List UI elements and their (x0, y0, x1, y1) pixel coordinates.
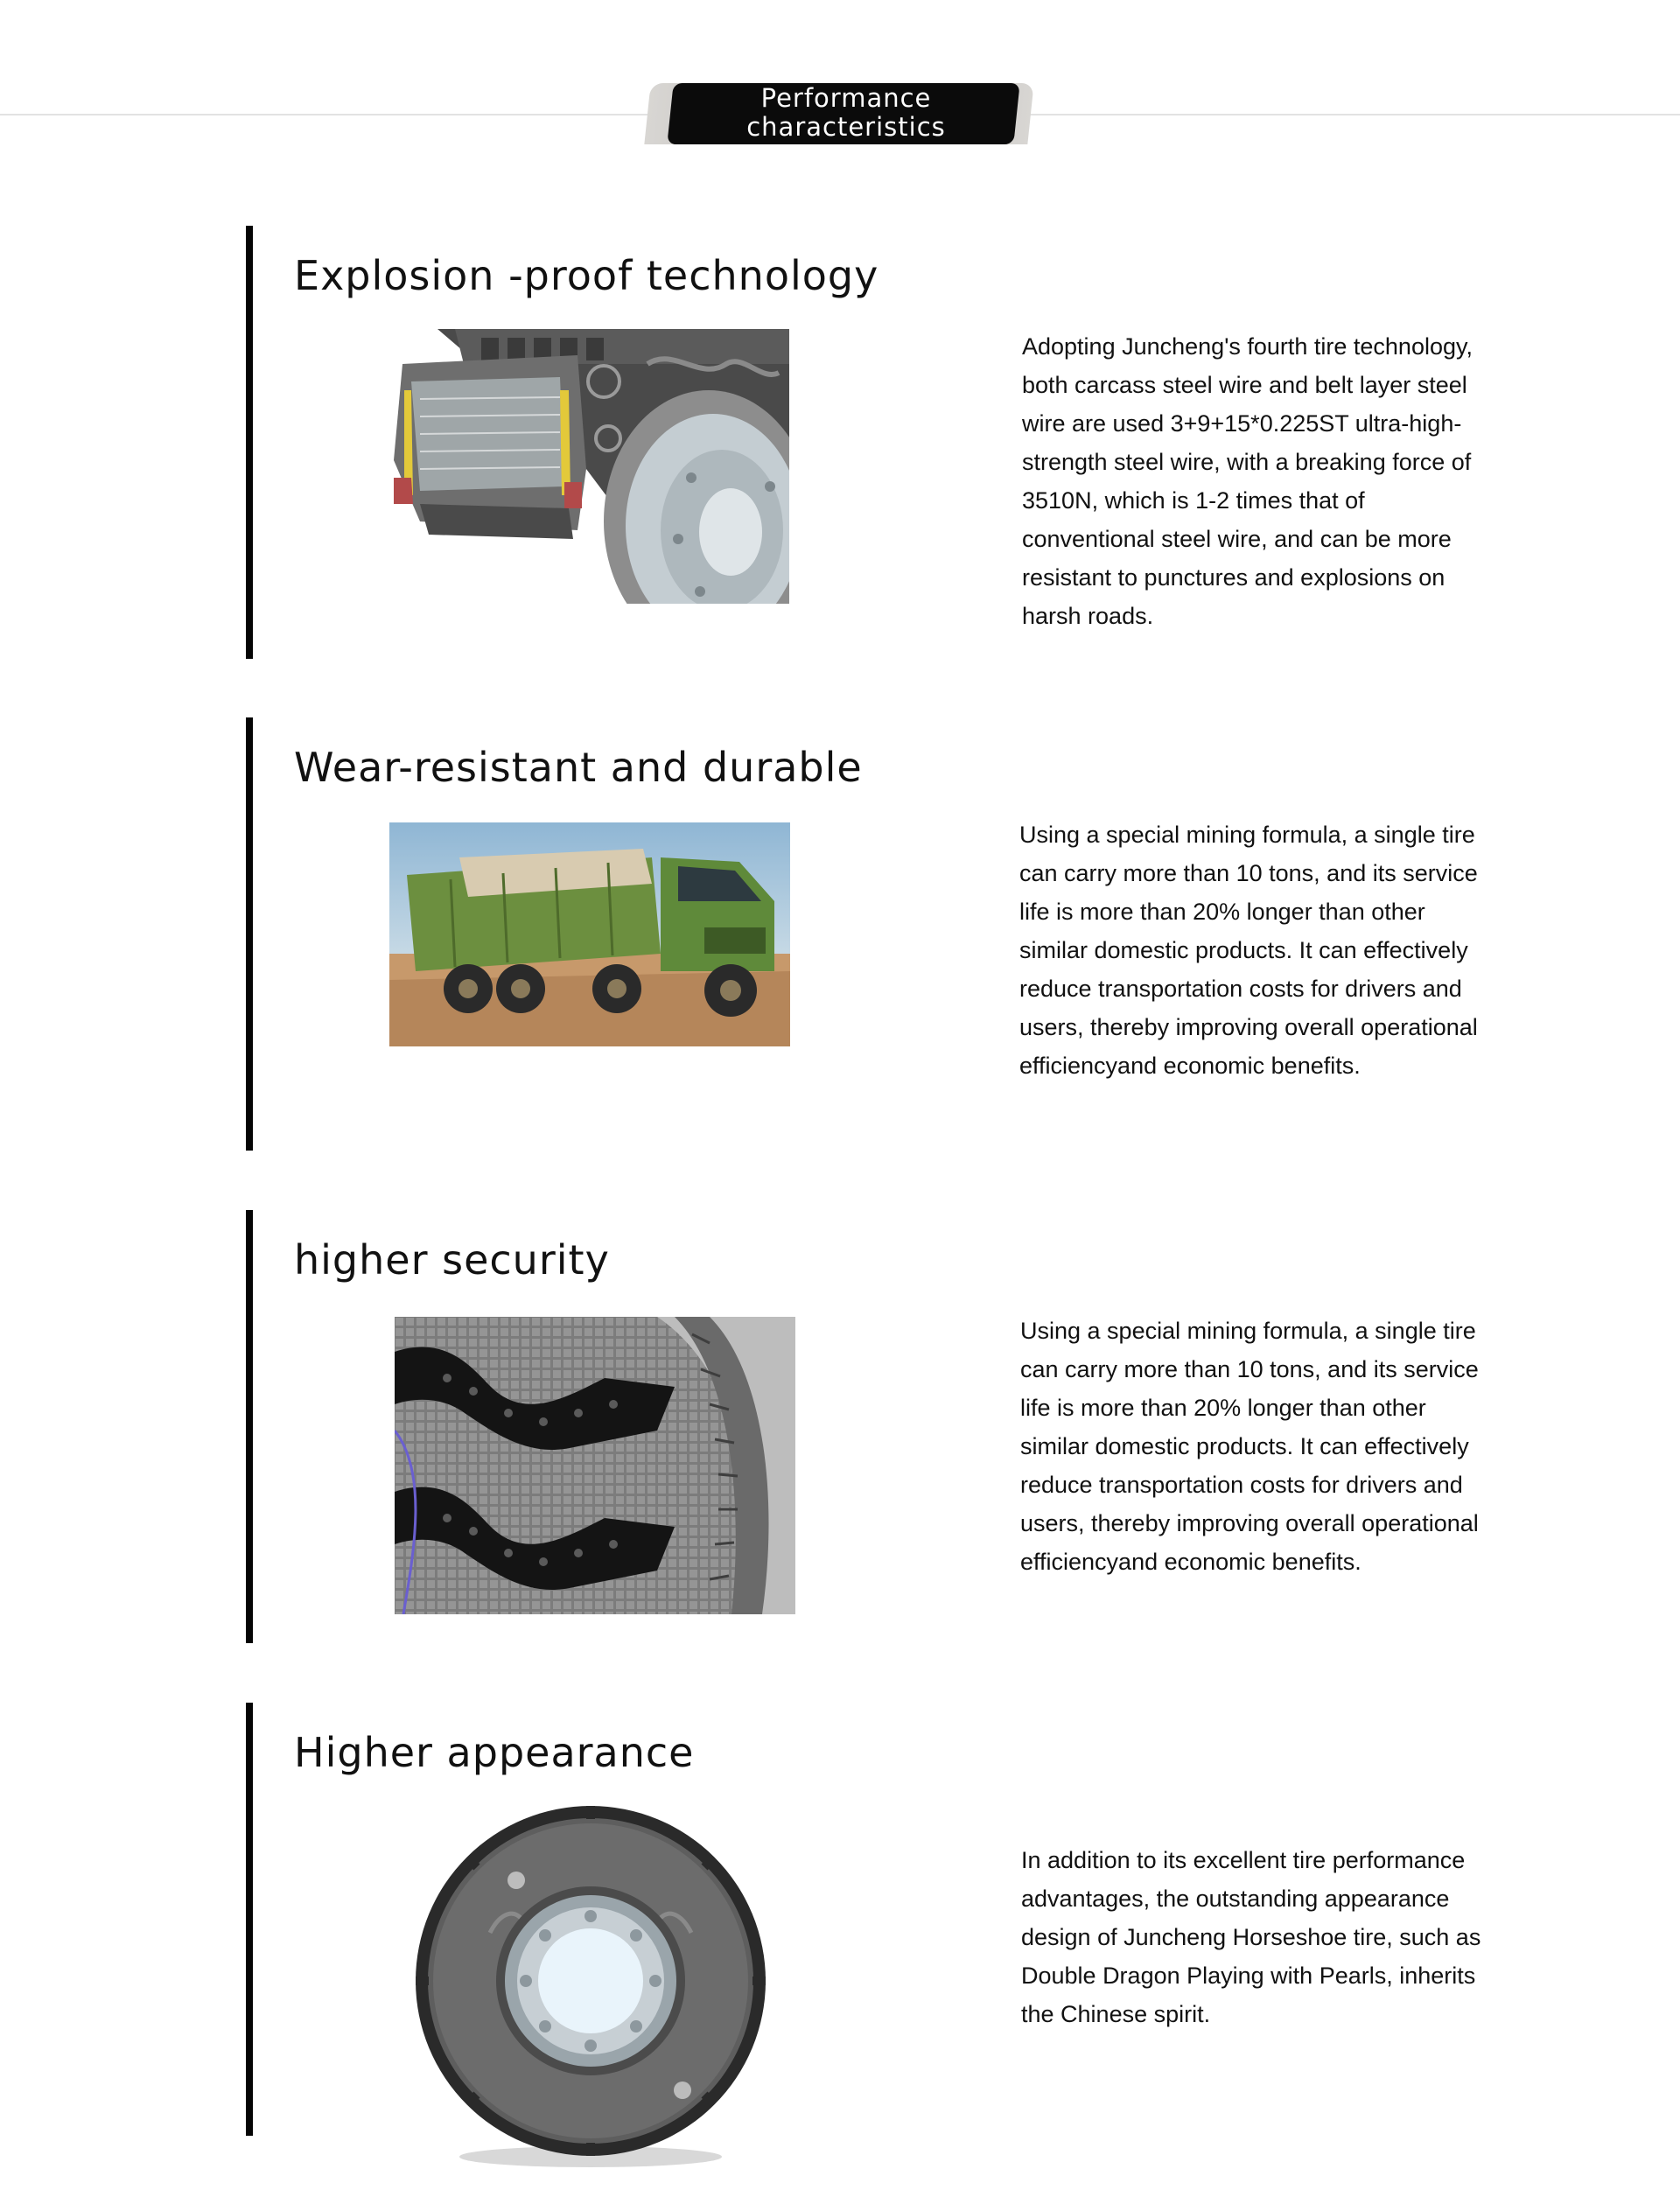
section-title: Explosion -proof technology (294, 252, 879, 299)
section-description: In addition to its excellent tire performance advantages, the outstanding appearance design of Juncheng Horseshoe tire, such as Double Dragon Playing with Pearls, inherits the Chinese spirit. (1021, 1847, 1481, 2027)
section-accent-bar (246, 717, 253, 1151)
section-accent-bar (246, 1210, 253, 1643)
tire-tread-image (395, 1317, 795, 1614)
section-title: higher security (294, 1236, 610, 1284)
section-accent-bar (246, 226, 253, 659)
dump-truck-image (389, 822, 790, 1046)
tire-cross-section-image (385, 329, 789, 604)
section-title: Higher appearance (294, 1729, 695, 1776)
page-title: Performance characteristics (746, 83, 946, 142)
section-higher-security (0, 1210, 1680, 1643)
section-description: Using a special mining formula, a single tire can carry more than 10 tons, and its service life is more than 20% longer than other similar domestic products. It can effectively reduce transportation costs for drivers and users, thereby improving overall operational efficiencyand economic benefits. (1019, 822, 1478, 1079)
section-title: Wear-resistant and durable (294, 744, 863, 791)
section-accent-bar (246, 1703, 253, 2136)
tire-side-view-image (411, 1802, 770, 2169)
section-description: Using a special mining formula, a single tire can carry more than 10 tons, and its service life is more than 20% longer than other similar domestic products. It can effectively reduce transportation costs for drivers and users, thereby improving overall operational efficiencyand economic benefits. (1020, 1318, 1479, 1575)
section-explosion-proof (0, 226, 1680, 659)
section-description: Adopting Juncheng's fourth tire technology, both carcass steel wire and belt layer steel wire are used 3+9+15*0.225ST ultra-high-strength steel wire, with a breaking force of 3510N, which is 1-2 times that of conventional steel wire, and can be more resistant to punctures and explosions on harsh roads. (1022, 333, 1473, 629)
section-higher-appearance (0, 1703, 1680, 2136)
section-wear-resistant (0, 717, 1680, 1151)
